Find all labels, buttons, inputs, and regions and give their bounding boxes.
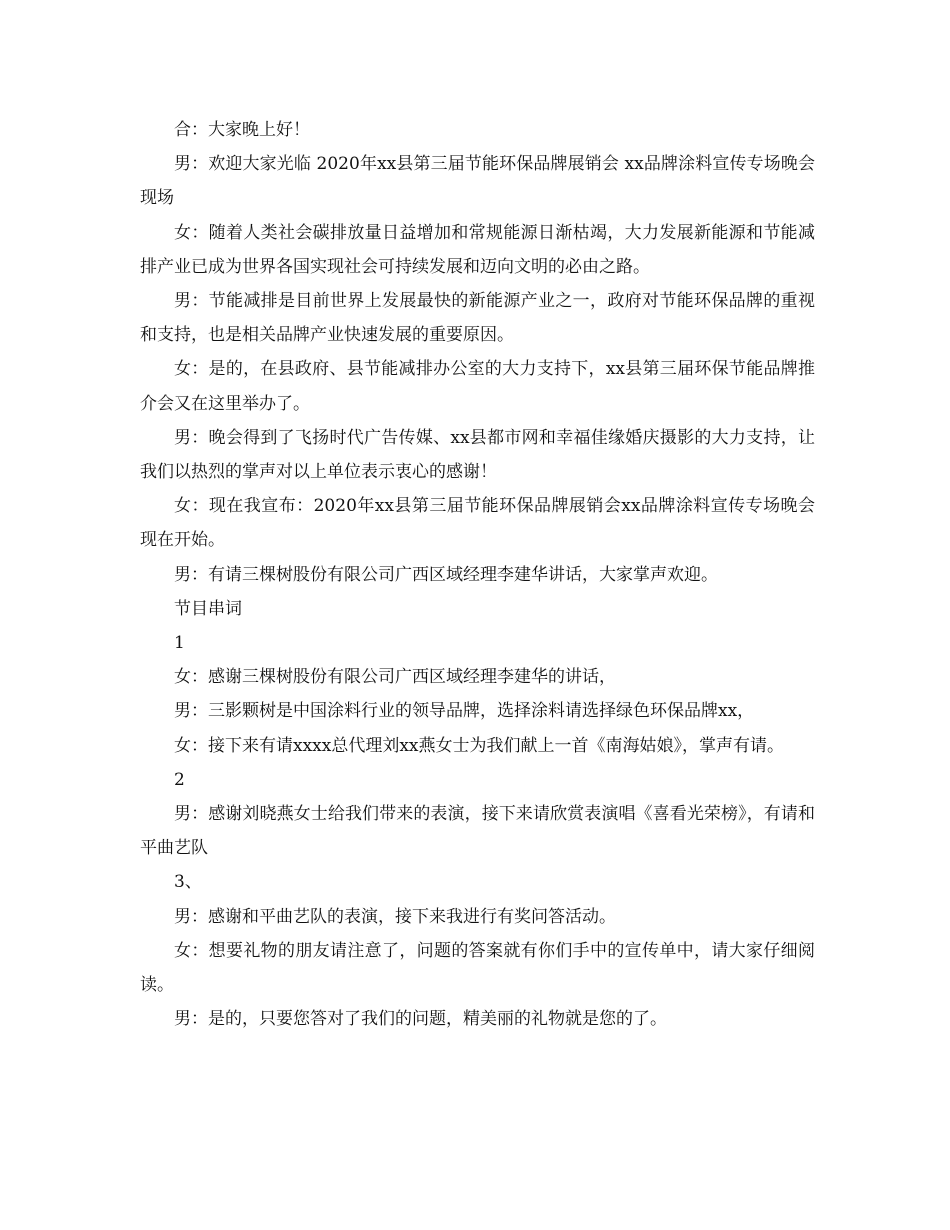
- section-heading: 节目串词: [174, 598, 242, 619]
- paragraph: 男：晚会得到了飞扬时代广告传媒、xx县都市网和幸福佳缘婚庆摄影的大力支持，让我们以热烈的掌声对以上单位表示衷心的感谢！: [140, 427, 815, 483]
- paragraph: 合：大家晚上好！: [174, 120, 310, 140]
- document-page: [140, 113, 815, 1036]
- paragraph: 男：节能减排是目前世界上发展最快的新能源产业之一，政府对节能环保品牌的重视和支持，也是相关品牌产业快速发展的重要原因。: [140, 291, 815, 346]
- paragraph: 男：欢迎大家光临 2020年xx县第三届节能环保品牌展销会 xx品牌涂料宣传专场晚会现场: [140, 154, 815, 209]
- paragraph: 女：随着人类社会碳排放量日益增加和常规能源日渐枯竭，大力发展新能源和节能减排产业已成为世界各国实现社会可持续发展和迈向文明的必由之路。: [140, 222, 815, 277]
- paragraph: 男：三影颗树是中国涂料行业的领导品牌，选择涂料请选择绿色环保品牌xx，: [174, 701, 755, 722]
- paragraph: 女：是的，在县政府、县节能减排办公室的大力支持下，xx县第三届环保节能品牌推介会又在这里举办了。: [140, 359, 815, 414]
- paragraph: 男：有请三棵树股份有限公司广西区域经理李建华讲话，大家掌声欢迎。: [174, 564, 718, 585]
- paragraph: 男：感谢和平曲艺队的表演，接下来我进行有奖问答活动。: [174, 906, 616, 927]
- paragraph: 男：是的，只要您答对了我们的问题，精美丽的礼物就是您的了。: [174, 1009, 667, 1030]
- paragraph: 女：想要礼物的朋友请注意了，问题的答案就有你们手中的宣传单中，请大家仔细阅读。: [140, 940, 815, 996]
- paragraph: 女：现在我宣布：2020年xx县第三届节能环保品牌展销会xx品牌涂料宣传专场晚会现在开始。: [140, 496, 815, 551]
- paragraph: 男：感谢刘晓燕女士给我们带来的表演，接下来请欣赏表演唱《喜看光荣榜》，有请和平曲艺队: [140, 804, 815, 859]
- section-number: 1: [174, 633, 185, 654]
- paragraph: 女：感谢三棵树股份有限公司广西区域经理李建华的讲话，: [174, 667, 616, 688]
- paragraph: 女：接下来有请xxxx总代理刘xx燕女士为我们献上一首《南海姑娘》，掌声有请。: [174, 735, 785, 756]
- section-number: 2: [174, 769, 185, 790]
- section-number: 3、: [174, 872, 202, 893]
